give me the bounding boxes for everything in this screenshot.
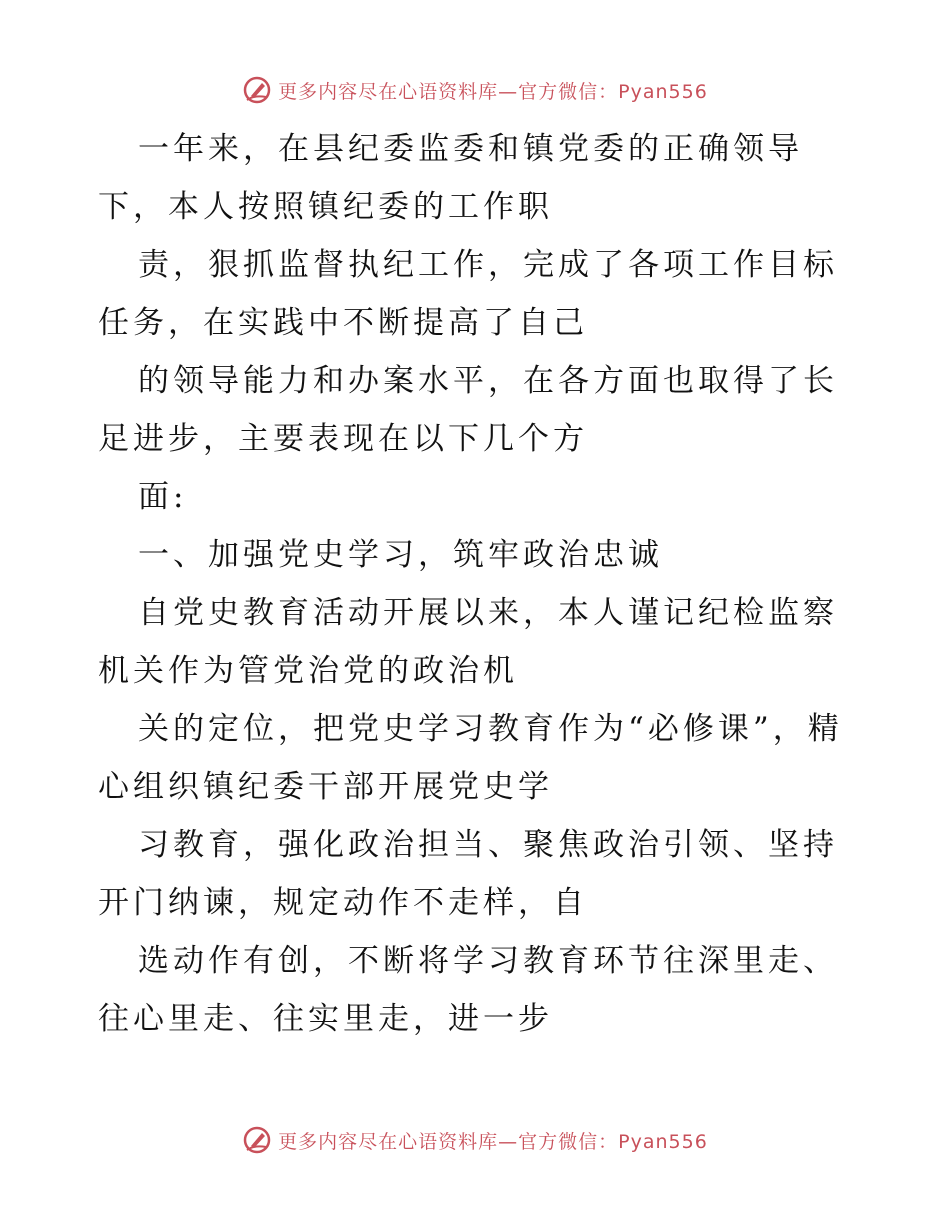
section-heading-1: 一、加强党史学习，筑牢政治忠诚 xyxy=(138,537,663,573)
document-body xyxy=(98,120,858,1048)
paragraph-2: 责，狠抓监督执纪工作，完成了各项工作目标任务，在实践中不断提高了自己 xyxy=(98,247,838,341)
watermark-text: 更多内容尽在心语资料库—官方微信：Pyan556 xyxy=(278,80,708,103)
watermark-header xyxy=(0,70,950,110)
paragraph-4: 面: xyxy=(138,479,188,515)
pen-logo-icon xyxy=(242,1125,272,1155)
paragraph-7: 习教育，强化政治担当、聚焦政治引领、坚持开门纳谏，规定动作不走样，自 xyxy=(98,827,838,921)
paragraph-3: 的领导能力和办案水平，在各方面也取得了长足进步，主要表现在以下几个方 xyxy=(98,363,838,457)
paragraph-5: 自党史教育活动开展以来，本人谨记纪检监察机关作为管党治党的政治机 xyxy=(98,595,838,689)
paragraph-8: 选动作有创，不断将学习教育环节往深里走、往心里走、往实里走，进一步 xyxy=(98,943,838,1037)
watermark-text: 更多内容尽在心语资料库—官方微信：Pyan556 xyxy=(278,1130,708,1153)
watermark-footer xyxy=(0,1120,950,1160)
paragraph-1: 一年来，在县纪委监委和镇党委的正确领导下，本人按照镇纪委的工作职 xyxy=(98,131,803,225)
pen-logo-icon xyxy=(242,75,272,105)
paragraph-6: 关的定位，把党史学习教育作为“必修课”，精心组织镇纪委干部开展党史学 xyxy=(98,711,843,805)
